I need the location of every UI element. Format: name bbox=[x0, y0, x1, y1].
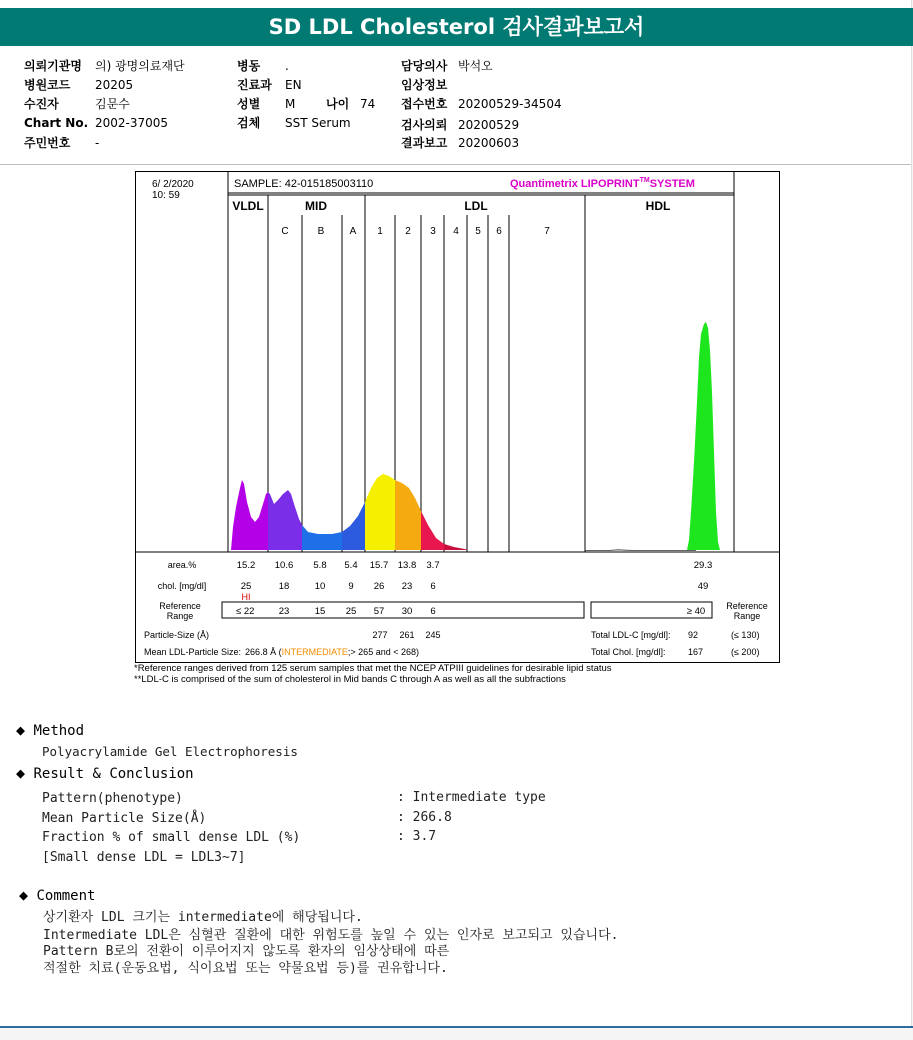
chol-value-3: 6 bbox=[430, 581, 436, 592]
band-label-5: 5 bbox=[475, 226, 481, 237]
comment-line-1: 상기환자 LDL 크기는 intermediate에 해당됩니다. bbox=[43, 910, 363, 925]
result-value-size: : 266.8 bbox=[397, 810, 452, 825]
chart-sample-id: SAMPLE: 42-015185003110 bbox=[234, 178, 374, 190]
ref-value-a: 25 bbox=[345, 606, 357, 617]
row-label-ref-right-1: Reference bbox=[726, 601, 768, 611]
band-label-2: 2 bbox=[405, 226, 411, 237]
area-value-hdl: 29.3 bbox=[693, 560, 713, 571]
particle-size-3: 245 bbox=[425, 630, 441, 640]
ref-value-c: 23 bbox=[278, 606, 290, 617]
mean-ldl-value: 266.8 Å ( bbox=[245, 647, 282, 657]
ref-value-3: 6 bbox=[430, 606, 436, 617]
band-label-c: C bbox=[281, 226, 289, 237]
chol-value-hdl: 49 bbox=[697, 581, 709, 592]
total-ldl-label: Total LDL-C [mg/dl]: bbox=[591, 630, 671, 640]
area-value-b: 5.8 bbox=[313, 560, 327, 571]
chart-brand-name: Quantimetrix LIPOPRINT bbox=[510, 178, 640, 190]
meta-chart-no: Chart No. 2002-37005 bbox=[24, 116, 169, 130]
result-note: [Small dense LDL = LDL3~7] bbox=[42, 850, 246, 865]
mean-ldl-size bbox=[144, 647, 419, 657]
group-label-ldl: LDL bbox=[464, 199, 488, 213]
hdl-peak-area bbox=[687, 322, 720, 550]
chol-value-1: 26 bbox=[373, 581, 385, 592]
total-chol-value: 167 bbox=[688, 647, 704, 657]
comment-line-3: Pattern B로의 전환이 이루어지지 않도록 환자의 임상상태에 따른 bbox=[43, 944, 450, 959]
meta-department: 진료과 EN bbox=[237, 78, 302, 92]
band-3-area bbox=[421, 511, 444, 550]
result-key-size: Mean Particle Size(Å) bbox=[42, 811, 207, 826]
total-ldl-ref: (≤ 130) bbox=[731, 630, 760, 640]
total-chol-ref: (≤ 200) bbox=[731, 647, 760, 657]
band-label-a: A bbox=[349, 226, 357, 237]
method-heading: ◆ Method bbox=[16, 721, 85, 739]
group-label-hdl: HDL bbox=[645, 199, 671, 213]
total-chol-label: Total Chol. [mg/dl]: bbox=[591, 647, 666, 657]
band-1-area bbox=[365, 474, 395, 550]
result-value-pattern: : Intermediate type bbox=[397, 790, 546, 805]
meta-resident-no: 주민번호 - bbox=[24, 136, 100, 150]
row-label-ref-1: Reference bbox=[159, 601, 201, 611]
area-value-1: 15.7 bbox=[369, 560, 389, 571]
ref-value-1: 57 bbox=[373, 606, 385, 617]
result-key-fraction: Fraction % of small dense LDL (%) bbox=[42, 830, 301, 845]
footnote-1: *Reference ranges derived from 125 serum samples that met the NCEP ATPIII guidelines for desirable lipid status bbox=[134, 663, 612, 674]
particle-size-label: Particle-Size (Å) bbox=[144, 630, 210, 640]
report-title: SD LDL Cholesterol 검사결과보고서 bbox=[0, 8, 913, 46]
chart-brand bbox=[510, 177, 695, 190]
mean-ldl-label: Mean LDL-Particle Size: bbox=[144, 647, 242, 657]
diamond-icon: ◆ bbox=[16, 721, 26, 739]
band-label-7: 7 bbox=[544, 226, 550, 237]
lipoprint-chart bbox=[135, 171, 780, 663]
particle-size-1: 277 bbox=[372, 630, 388, 640]
ref-value-2: 30 bbox=[401, 606, 413, 617]
band-4-tail bbox=[444, 544, 467, 550]
result-key-pattern: Pattern(phenotype) bbox=[42, 791, 183, 806]
total-ldl-value: 92 bbox=[688, 630, 699, 640]
area-value-3: 3.7 bbox=[426, 560, 440, 571]
band-label-6: 6 bbox=[496, 226, 502, 237]
band-c-area bbox=[268, 490, 302, 550]
area-value-c: 10.6 bbox=[274, 560, 294, 571]
meta-hospital-code: 병원코드 20205 bbox=[24, 78, 134, 92]
band-label-b: B bbox=[317, 226, 325, 237]
meta-doctor: 담당의사 박석오 bbox=[401, 59, 493, 73]
band-2-area bbox=[395, 480, 421, 550]
chol-value-2: 23 bbox=[401, 581, 413, 592]
vldl-area bbox=[231, 480, 268, 550]
area-value-vldl: 15.2 bbox=[236, 560, 256, 571]
ref-value-b: 15 bbox=[314, 606, 326, 617]
comment-line-2: Intermediate LDL은 심혈관 질환에 대한 위험도를 높일 수 있는 인자로 보고되고 있습니다. bbox=[43, 928, 619, 943]
curve-layer bbox=[231, 322, 720, 550]
row-label-chol: chol. [mg/dl] bbox=[157, 581, 207, 591]
chol-value-c: 18 bbox=[278, 581, 290, 592]
mean-ldl-range: ;> 265 and < 268) bbox=[347, 647, 419, 657]
footnote-2: **LDL-C is comprised of the sum of cholesterol in Mid bands C through A as well as all the subfractions bbox=[134, 674, 566, 685]
meta-sex: 성별 M bbox=[237, 97, 296, 111]
header-divider bbox=[0, 164, 911, 165]
meta-clinical-info: 임상정보 bbox=[401, 78, 448, 92]
row-label-ref-right-2: Range bbox=[733, 611, 761, 621]
band-label-3: 3 bbox=[430, 226, 436, 237]
chart-brand-tm: TM bbox=[639, 177, 650, 184]
row-label-ref-2: Range bbox=[166, 611, 194, 621]
comment-line-4: 적절한 치료(운동요법, 식이요법 또는 약물요법 등)를 권유합니다. bbox=[43, 961, 448, 976]
area-value-a: 5.4 bbox=[344, 560, 358, 571]
band-label-1: 1 bbox=[377, 226, 383, 237]
comment-heading: ◆ Comment bbox=[19, 886, 96, 904]
method-text: Polyacrylamide Gel Electrophoresis bbox=[42, 744, 298, 759]
ref-value-vldl: ≤ 22 bbox=[236, 606, 255, 617]
diamond-icon: ◆ bbox=[16, 764, 26, 782]
diamond-icon: ◆ bbox=[19, 886, 29, 904]
chol-value-vldl: 25 bbox=[240, 581, 252, 592]
result-heading: ◆ Result & Conclusion bbox=[16, 764, 194, 782]
chol-value-a: 9 bbox=[348, 581, 354, 592]
chart-time: 10: 59 bbox=[152, 190, 180, 201]
chart-brand-system: SYSTEM bbox=[649, 178, 695, 190]
page-bottom-rule bbox=[0, 1026, 913, 1028]
meta-ward: 병동 . bbox=[237, 59, 289, 73]
group-label-vldl: VLDL bbox=[232, 199, 264, 213]
meta-patient-name: 수진자 김문수 bbox=[24, 97, 130, 111]
values-table bbox=[236, 560, 712, 617]
meta-specimen: 검체 SST Serum bbox=[237, 116, 351, 130]
meta-report-date: 결과보고 20200603 bbox=[401, 136, 520, 150]
mean-ldl-type: INTERMEDIATE bbox=[281, 647, 348, 657]
group-label-mid: MID bbox=[305, 199, 327, 213]
particle-size-2: 261 bbox=[399, 630, 415, 640]
band-a-area bbox=[342, 502, 365, 550]
chart-date: 6/ 2/2020 bbox=[152, 179, 194, 190]
meta-request-date: 검사의뢰 20200529 bbox=[401, 118, 520, 132]
meta-age: 나이 74 bbox=[326, 97, 376, 111]
band-label-4: 4 bbox=[453, 226, 459, 237]
ref-value-hdl: ≥ 40 bbox=[686, 606, 706, 617]
band-b-area bbox=[302, 525, 342, 550]
lipoprint-chart-svg bbox=[136, 172, 779, 662]
meta-receipt-no: 접수번호 20200529-34504 bbox=[401, 97, 562, 111]
chol-value-b: 10 bbox=[314, 581, 326, 592]
hi-flag: HI bbox=[241, 592, 251, 602]
row-label-area: area.% bbox=[167, 560, 197, 570]
meta-hospital-name: 의뢰기관명 의) 광명의료재단 bbox=[24, 59, 185, 73]
area-value-2: 13.8 bbox=[397, 560, 417, 571]
result-value-fraction: : 3.7 bbox=[397, 829, 437, 844]
